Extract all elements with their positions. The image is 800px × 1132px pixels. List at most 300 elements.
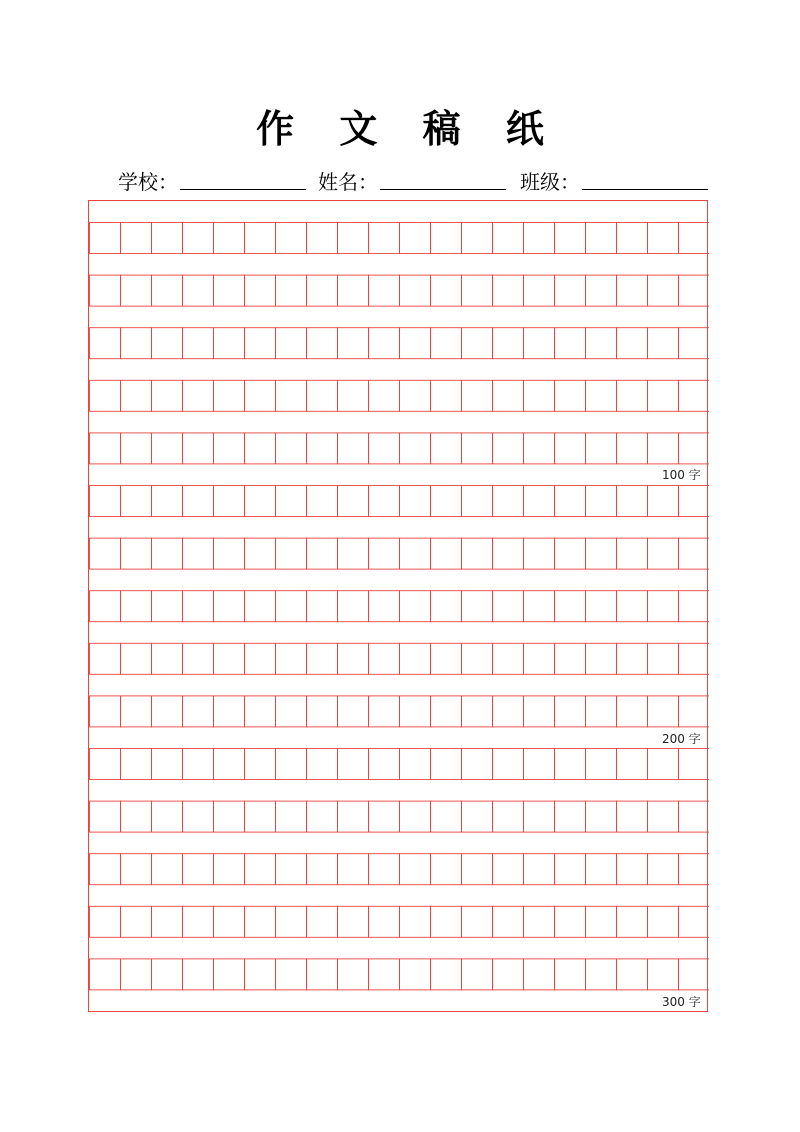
name-field[interactable] (318, 168, 506, 196)
grid-cell[interactable] (307, 591, 338, 622)
grid-cell[interactable] (679, 275, 710, 306)
grid-cell[interactable] (524, 486, 555, 517)
grid-cell[interactable] (152, 749, 183, 780)
grid-cell[interactable] (152, 275, 183, 306)
grid-cell[interactable] (431, 591, 462, 622)
grid-cell[interactable] (338, 749, 369, 780)
grid-cell[interactable] (493, 749, 524, 780)
grid-cell[interactable] (338, 959, 369, 990)
grid-cell[interactable] (400, 906, 431, 937)
grid-cell[interactable] (400, 801, 431, 832)
grid-cell[interactable] (400, 696, 431, 727)
grid-cell[interactable] (648, 696, 679, 727)
grid-cell[interactable] (214, 538, 245, 569)
grid-cell[interactable] (369, 643, 400, 674)
grid-cell[interactable] (462, 328, 493, 359)
grid-cell[interactable] (121, 854, 152, 885)
grid-cell[interactable] (183, 591, 214, 622)
grid-cell[interactable] (276, 275, 307, 306)
grid-cell[interactable] (431, 906, 462, 937)
grid-cell[interactable] (245, 433, 276, 464)
grid-cell[interactable] (555, 906, 586, 937)
grid-cell[interactable] (338, 801, 369, 832)
grid-cell[interactable] (338, 486, 369, 517)
grid-cell[interactable] (307, 643, 338, 674)
grid-cell[interactable] (617, 433, 648, 464)
grid-cell[interactable] (90, 749, 121, 780)
grid-cell[interactable] (555, 328, 586, 359)
grid-cell[interactable] (586, 380, 617, 411)
grid-cell[interactable] (400, 380, 431, 411)
grid-cell[interactable] (524, 749, 555, 780)
grid-cell[interactable] (431, 749, 462, 780)
grid-cell[interactable] (338, 275, 369, 306)
grid-cell[interactable] (679, 906, 710, 937)
grid-cell[interactable] (555, 433, 586, 464)
grid-cell[interactable] (555, 538, 586, 569)
grid-cell[interactable] (617, 486, 648, 517)
grid-cell[interactable] (369, 486, 400, 517)
grid-cell[interactable] (617, 801, 648, 832)
grid-cell[interactable] (648, 801, 679, 832)
grid-cell[interactable] (524, 643, 555, 674)
grid-cell[interactable] (338, 696, 369, 727)
grid-cell[interactable] (214, 223, 245, 254)
grid-cell[interactable] (462, 591, 493, 622)
grid-cell[interactable] (617, 959, 648, 990)
grid-cell[interactable] (586, 801, 617, 832)
grid-cell[interactable] (431, 643, 462, 674)
grid-cell[interactable] (276, 801, 307, 832)
grid-cell[interactable] (431, 275, 462, 306)
grid-cell[interactable] (524, 801, 555, 832)
grid-cell[interactable] (493, 854, 524, 885)
grid-cell[interactable] (648, 749, 679, 780)
grid-cell[interactable] (90, 486, 121, 517)
grid-cell[interactable] (338, 854, 369, 885)
grid-cell[interactable] (338, 433, 369, 464)
grid-cell[interactable] (524, 380, 555, 411)
grid-cell[interactable] (369, 275, 400, 306)
grid-cell[interactable] (152, 643, 183, 674)
grid-cell[interactable] (555, 959, 586, 990)
grid-cell[interactable] (121, 486, 152, 517)
grid-cell[interactable] (276, 223, 307, 254)
grid-cell[interactable] (307, 801, 338, 832)
grid-cell[interactable] (338, 380, 369, 411)
grid-cell[interactable] (121, 591, 152, 622)
grid-cell[interactable] (183, 223, 214, 254)
grid-cell[interactable] (245, 643, 276, 674)
grid-cell[interactable] (152, 433, 183, 464)
grid-cell[interactable] (555, 801, 586, 832)
grid-cell[interactable] (431, 854, 462, 885)
grid-cell[interactable] (307, 538, 338, 569)
grid-cell[interactable] (90, 433, 121, 464)
grid-cell[interactable] (214, 433, 245, 464)
grid-cell[interactable] (214, 380, 245, 411)
grid-cell[interactable] (307, 696, 338, 727)
grid-cell[interactable] (307, 275, 338, 306)
grid-cell[interactable] (555, 696, 586, 727)
grid-cell[interactable] (90, 906, 121, 937)
grid-cell[interactable] (214, 328, 245, 359)
grid-cell[interactable] (307, 328, 338, 359)
grid-cell[interactable] (493, 906, 524, 937)
grid-cell[interactable] (462, 801, 493, 832)
grid-cell[interactable] (90, 801, 121, 832)
grid-cell[interactable] (245, 328, 276, 359)
grid-cell[interactable] (524, 223, 555, 254)
grid-cell[interactable] (586, 433, 617, 464)
grid-cell[interactable] (555, 223, 586, 254)
grid-cell[interactable] (214, 801, 245, 832)
grid-cell[interactable] (214, 275, 245, 306)
grid-cell[interactable] (400, 275, 431, 306)
grid-cell[interactable] (338, 643, 369, 674)
grid-cell[interactable] (462, 959, 493, 990)
grid-cell[interactable] (617, 591, 648, 622)
grid-cell[interactable] (400, 749, 431, 780)
grid-cell[interactable] (152, 906, 183, 937)
grid-cell[interactable] (400, 433, 431, 464)
grid-cell[interactable] (431, 959, 462, 990)
grid-cell[interactable] (338, 591, 369, 622)
grid-cell[interactable] (400, 959, 431, 990)
grid-cell[interactable] (276, 749, 307, 780)
grid-cell[interactable] (431, 538, 462, 569)
grid-cell[interactable] (152, 801, 183, 832)
grid-cell[interactable] (245, 854, 276, 885)
grid-cell[interactable] (648, 538, 679, 569)
grid-cell[interactable] (90, 854, 121, 885)
grid-cell[interactable] (493, 959, 524, 990)
grid-cell[interactable] (245, 538, 276, 569)
grid-cell[interactable] (617, 749, 648, 780)
grid-cell[interactable] (555, 486, 586, 517)
grid-cell[interactable] (276, 591, 307, 622)
grid-cell[interactable] (555, 591, 586, 622)
grid-cell[interactable] (369, 433, 400, 464)
grid-cell[interactable] (648, 433, 679, 464)
grid-cell[interactable] (121, 749, 152, 780)
grid-cell[interactable] (276, 959, 307, 990)
grid-cell[interactable] (679, 380, 710, 411)
grid-cell[interactable] (90, 275, 121, 306)
grid-cell[interactable] (245, 486, 276, 517)
grid-cell[interactable] (121, 538, 152, 569)
grid-cell[interactable] (462, 433, 493, 464)
grid-cell[interactable] (524, 328, 555, 359)
grid-cell[interactable] (121, 959, 152, 990)
grid-cell[interactable] (679, 433, 710, 464)
grid-cell[interactable] (90, 223, 121, 254)
grid-cell[interactable] (400, 328, 431, 359)
grid-cell[interactable] (555, 643, 586, 674)
grid-cell[interactable] (617, 328, 648, 359)
grid-cell[interactable] (524, 854, 555, 885)
grid-cell[interactable] (90, 696, 121, 727)
grid-cell[interactable] (121, 906, 152, 937)
grid-cell[interactable] (121, 801, 152, 832)
grid-cell[interactable] (679, 328, 710, 359)
grid-cell[interactable] (369, 328, 400, 359)
grid-cell[interactable] (617, 538, 648, 569)
grid-cell[interactable] (586, 223, 617, 254)
grid-cell[interactable] (90, 380, 121, 411)
grid-cell[interactable] (369, 591, 400, 622)
grid-cell[interactable] (369, 854, 400, 885)
grid-cell[interactable] (555, 749, 586, 780)
grid-cell[interactable] (493, 275, 524, 306)
grid-cell[interactable] (493, 643, 524, 674)
grid-cell[interactable] (493, 223, 524, 254)
grid-cell[interactable] (90, 328, 121, 359)
grid-cell[interactable] (121, 433, 152, 464)
grid-cell[interactable] (400, 486, 431, 517)
grid-cell[interactable] (493, 486, 524, 517)
grid-cell[interactable] (183, 643, 214, 674)
grid-cell[interactable] (617, 223, 648, 254)
grid-cell[interactable] (245, 380, 276, 411)
grid-cell[interactable] (183, 275, 214, 306)
grid-cell[interactable] (648, 643, 679, 674)
grid-cell[interactable] (121, 643, 152, 674)
grid-cell[interactable] (183, 486, 214, 517)
grid-cell[interactable] (586, 643, 617, 674)
grid-cell[interactable] (462, 906, 493, 937)
grid-cell[interactable] (400, 591, 431, 622)
grid-cell[interactable] (369, 223, 400, 254)
grid-cell[interactable] (462, 223, 493, 254)
grid-cell[interactable] (183, 801, 214, 832)
grid-cell[interactable] (369, 696, 400, 727)
grid-cell[interactable] (586, 959, 617, 990)
grid-cell[interactable] (524, 906, 555, 937)
grid-cell[interactable] (307, 433, 338, 464)
grid-cell[interactable] (648, 906, 679, 937)
grid-cell[interactable] (245, 801, 276, 832)
grid-cell[interactable] (307, 906, 338, 937)
grid-cell[interactable] (462, 380, 493, 411)
class-field[interactable] (520, 168, 708, 196)
grid-cell[interactable] (586, 328, 617, 359)
grid-cell[interactable] (586, 854, 617, 885)
grid-cell[interactable] (214, 959, 245, 990)
grid-cell[interactable] (121, 328, 152, 359)
grid-cell[interactable] (400, 643, 431, 674)
grid-cell[interactable] (214, 486, 245, 517)
grid-cell[interactable] (245, 749, 276, 780)
grid-cell[interactable] (152, 223, 183, 254)
grid-cell[interactable] (679, 223, 710, 254)
grid-cell[interactable] (307, 749, 338, 780)
grid-cell[interactable] (90, 538, 121, 569)
grid-cell[interactable] (307, 959, 338, 990)
grid-cell[interactable] (183, 749, 214, 780)
grid-cell[interactable] (152, 380, 183, 411)
grid-cell[interactable] (617, 854, 648, 885)
grid-cell[interactable] (121, 380, 152, 411)
grid-cell[interactable] (183, 433, 214, 464)
grid-cell[interactable] (276, 328, 307, 359)
grid-cell[interactable] (431, 328, 462, 359)
grid-cell[interactable] (524, 538, 555, 569)
grid-cell[interactable] (214, 906, 245, 937)
grid-cell[interactable] (493, 433, 524, 464)
grid-cell[interactable] (679, 538, 710, 569)
grid-cell[interactable] (369, 538, 400, 569)
grid-cell[interactable] (648, 275, 679, 306)
grid-cell[interactable] (648, 380, 679, 411)
grid-cell[interactable] (152, 854, 183, 885)
grid-cell[interactable] (679, 801, 710, 832)
grid-cell[interactable] (183, 906, 214, 937)
grid-cell[interactable] (679, 643, 710, 674)
grid-cell[interactable] (431, 486, 462, 517)
school-input-line[interactable] (180, 189, 306, 190)
grid-cell[interactable] (586, 696, 617, 727)
grid-cell[interactable] (462, 538, 493, 569)
grid-cell[interactable] (431, 696, 462, 727)
grid-cell[interactable] (214, 591, 245, 622)
grid-cell[interactable] (121, 696, 152, 727)
grid-cell[interactable] (183, 854, 214, 885)
grid-cell[interactable] (648, 959, 679, 990)
school-field[interactable] (118, 168, 306, 196)
grid-cell[interactable] (648, 591, 679, 622)
grid-cell[interactable] (648, 486, 679, 517)
grid-cell[interactable] (214, 696, 245, 727)
grid-cell[interactable] (586, 486, 617, 517)
grid-cell[interactable] (586, 591, 617, 622)
grid-cell[interactable] (617, 643, 648, 674)
grid-cell[interactable] (679, 959, 710, 990)
grid-cell[interactable] (276, 486, 307, 517)
grid-cell[interactable] (245, 906, 276, 937)
grid-cell[interactable] (555, 380, 586, 411)
grid-cell[interactable] (400, 223, 431, 254)
grid-cell[interactable] (648, 223, 679, 254)
grid-cell[interactable] (617, 696, 648, 727)
grid-cell[interactable] (214, 643, 245, 674)
grid-cell[interactable] (462, 643, 493, 674)
grid-cell[interactable] (369, 906, 400, 937)
grid-cell[interactable] (276, 854, 307, 885)
grid-cell[interactable] (245, 696, 276, 727)
grid-cell[interactable] (183, 380, 214, 411)
grid-cell[interactable] (555, 854, 586, 885)
grid-cell[interactable] (493, 380, 524, 411)
grid-cell[interactable] (121, 275, 152, 306)
grid-cell[interactable] (462, 486, 493, 517)
grid-cell[interactable] (90, 959, 121, 990)
grid-cell[interactable] (679, 591, 710, 622)
grid-cell[interactable] (431, 380, 462, 411)
grid-cell[interactable] (524, 433, 555, 464)
grid-cell[interactable] (276, 380, 307, 411)
grid-cell[interactable] (586, 538, 617, 569)
grid-cell[interactable] (617, 380, 648, 411)
grid-cell[interactable] (90, 643, 121, 674)
writing-grid[interactable] (88, 200, 708, 1012)
grid-cell[interactable] (276, 643, 307, 674)
grid-cell[interactable] (183, 328, 214, 359)
grid-cell[interactable] (431, 433, 462, 464)
grid-cell[interactable] (338, 328, 369, 359)
grid-cell[interactable] (338, 538, 369, 569)
grid-cell[interactable] (369, 801, 400, 832)
class-input-line[interactable] (582, 189, 708, 190)
grid-cell[interactable] (307, 854, 338, 885)
grid-cell[interactable] (400, 854, 431, 885)
grid-cell[interactable] (214, 854, 245, 885)
grid-cell[interactable] (338, 906, 369, 937)
grid-cell[interactable] (152, 486, 183, 517)
grid-cell[interactable] (617, 906, 648, 937)
grid-cell[interactable] (679, 486, 710, 517)
grid-cell[interactable] (90, 591, 121, 622)
grid-cell[interactable] (152, 328, 183, 359)
grid-cell[interactable] (369, 749, 400, 780)
grid-cell[interactable] (431, 223, 462, 254)
grid-cell[interactable] (493, 591, 524, 622)
grid-cell[interactable] (245, 223, 276, 254)
grid-cell[interactable] (555, 275, 586, 306)
grid-cell[interactable] (524, 591, 555, 622)
grid-cell[interactable] (369, 380, 400, 411)
grid-cell[interactable] (276, 538, 307, 569)
grid-cell[interactable] (648, 328, 679, 359)
grid-cell[interactable] (493, 328, 524, 359)
grid-cell[interactable] (586, 749, 617, 780)
grid-cell[interactable] (679, 749, 710, 780)
grid-cell[interactable] (462, 749, 493, 780)
grid-cell[interactable] (276, 696, 307, 727)
grid-cell[interactable] (152, 591, 183, 622)
grid-cell[interactable] (617, 275, 648, 306)
grid-cell[interactable] (276, 433, 307, 464)
grid-cell[interactable] (493, 538, 524, 569)
grid-cell[interactable] (462, 854, 493, 885)
grid-cell[interactable] (152, 696, 183, 727)
grid-cell[interactable] (400, 538, 431, 569)
grid-cell[interactable] (307, 380, 338, 411)
grid-cell[interactable] (462, 696, 493, 727)
grid-cell[interactable] (276, 906, 307, 937)
grid-cell[interactable] (648, 854, 679, 885)
grid-cell[interactable] (524, 696, 555, 727)
grid-cell[interactable] (245, 959, 276, 990)
grid-cell[interactable] (462, 275, 493, 306)
grid-cell[interactable] (245, 591, 276, 622)
grid-cell[interactable] (586, 906, 617, 937)
name-input-line[interactable] (380, 189, 506, 190)
grid-cell[interactable] (679, 696, 710, 727)
grid-cell[interactable] (338, 223, 369, 254)
grid-cell[interactable] (431, 801, 462, 832)
grid-cell[interactable] (183, 959, 214, 990)
grid-cell[interactable] (183, 696, 214, 727)
grid-cell[interactable] (245, 275, 276, 306)
grid-cell[interactable] (524, 275, 555, 306)
grid-cell[interactable] (679, 854, 710, 885)
grid-cell[interactable] (121, 223, 152, 254)
grid-cell[interactable] (307, 486, 338, 517)
grid-cell[interactable] (307, 223, 338, 254)
grid-cell[interactable] (369, 959, 400, 990)
grid-cell[interactable] (214, 749, 245, 780)
